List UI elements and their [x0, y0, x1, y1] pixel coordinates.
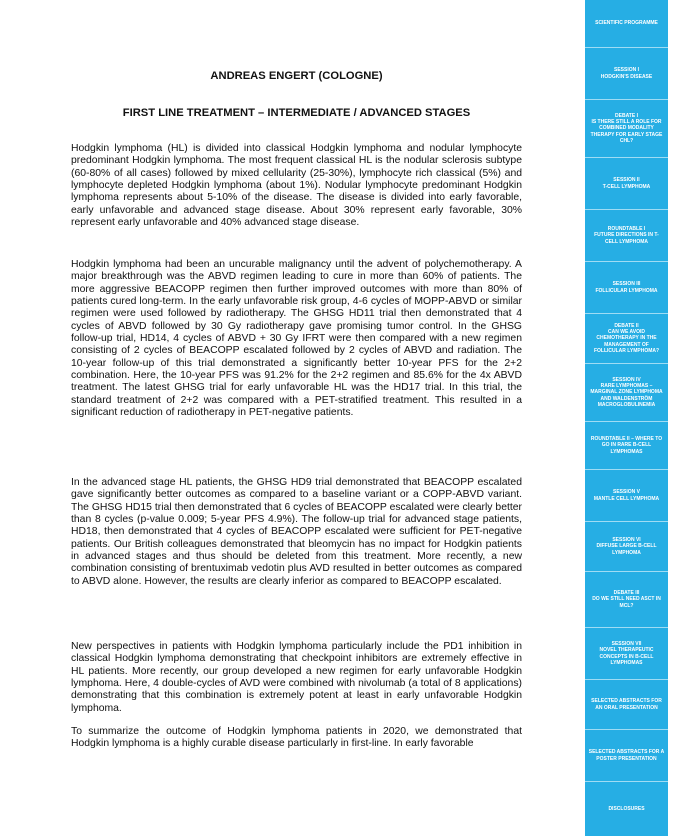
sidebar-item-poster-abstracts[interactable]: SELECTED ABSTRACTS FOR A POSTER PRESENTATION: [585, 730, 668, 782]
sidebar-item-session-6[interactable]: SESSION VI DIFFUSE LARGE B-CELL LYMPHOMA: [585, 522, 668, 572]
sidebar-item-session-1[interactable]: SESSION I HODGKIN'S DISEASE: [585, 48, 668, 100]
author-heading: ANDREAS ENGERT (COLOGNE): [210, 70, 383, 82]
programme-sidebar: [585, 0, 668, 836]
page-title: FIRST LINE TREATMENT – INTERMEDIATE / ADVANCED STAGES: [122, 107, 471, 119]
sidebar-item-roundtable-1[interactable]: ROUNDTABLE I FUTURE DIRECTIONS IN T-CELL LYMPHOMA: [585, 210, 668, 262]
paragraph-summary: To summarize the outcome of Hodgkin lymphoma patients in 2020, we demonstrated that Hodgkin lymphoma is a highly curable disease particularly in first-line. In early favorable: [71, 726, 522, 750]
sidebar-item-session-3[interactable]: SESSION III FOLLICULAR LYMPHOMA: [585, 262, 668, 314]
paragraph-advanced-stage: In the advanced stage HL patients, the GHSG HD9 trial demonstrated that BEACOPP escalated gave significantly better outcomes as compared to a baseline variant or a COPP-ABVD variant. The GHSG HD15 trial then demonstrated that 6 cycles of BEACOPP escalated were clearly better than 8 cycles (p-value 0.009; 5-year PFS 4.9%). The follow-up trial for advanced stage patients, HD18, then demonstrated that 4 cycles of BEACOPP escalated were sufficient for PET-negative patients. Our British colleagues demonstrated that bleomycin has no impact for Hodgkin patients in advanced stages and thus should be deleted from this treatment. More recently, a new combination consisting of brentuximab vedotin plus AVD resulted in better outcomes as compared to ABVD alone. However, the results are clearly inferior as compared to BEACOPP escalated.: [71, 477, 522, 587]
sidebar-item-debate-3[interactable]: DEBATE III DO WE STILL NEED ASCT IN MCL?: [585, 572, 668, 628]
sidebar-item-roundtable-2[interactable]: ROUNDTABLE II – WHERE TO GO IN RARE B-CELL LYMPHOMAS: [585, 422, 668, 470]
sidebar-item-debate-1[interactable]: DEBATE I IS THERE STILL A ROLE FOR COMBINED MODALITY THERAPY FOR EARLY STAGE CHL?: [585, 100, 668, 158]
sidebar-item-debate-2[interactable]: DEBATE II CAN WE AVOID CHEMOTHERAPY IN THE MANAGEMENT OF FOLLICULAR LYMPHOMA?: [585, 314, 668, 364]
sidebar-item-scientific-programme[interactable]: SCIENTIFIC PROGRAMME: [585, 0, 668, 48]
paragraph-intro: Hodgkin lymphoma (HL) is divided into classical Hodgkin lymphoma and nodular lymphocyte predominant Hodgkin lymphoma. The most frequent classical HL is the nodular sclerosis subtype (60-80% of all cases) followed by mixed cellularity (25-30%), lymphocyte rich classical (5%) and lymphocyte depleted Hodgkin lymphoma (about 1%). Nodular lymphocyte predominant Hodgkin lymphoma represents about 5-10% of the disease. The disease is divided into early favorable, early unfavorable and advanced stage disease. About 30% represent early favorable, 30% represent early unfavorable and 40% advanced stage disease.: [71, 143, 522, 229]
sidebar-item-session-4[interactable]: SESSION IV RARE LYMPHOMAS – MARGINAL ZONE LYMPHOMA AND WALDENSTRÖM MACROGLOBULINEMIA: [585, 364, 668, 422]
sidebar-item-disclosures[interactable]: DISCLOSURES: [608, 805, 645, 812]
sidebar-item-session-2[interactable]: SESSION II T-CELL LYMPHOMA: [585, 158, 668, 210]
sidebar-item-oral-abstracts[interactable]: SELECTED ABSTRACTS FOR AN ORAL PRESENTATION: [585, 680, 668, 730]
paragraph-early-stage: Hodgkin lymphoma had been an uncurable malignancy until the advent of polychemotherapy. A major breakthrough was the ABVD regimen leading to cure in more than 60% of patients. The more aggressive BEACOPP regimen then further improved outcomes with more than 80% of patients cured long-term. In the early unfavorable risk group, 4-6 cycles of MOPP-ABVD or similar regimen were used followed by radiotherapy. The GHSG HD11 trial then demonstrated that 4 cycles of ABVD followed by 30 Gy radiotherapy gave promising tumor control. In the GHSG follow-up trial, HD14, 4 cycles of ABVD + 30 Gy IFRT were then compared with a new regimen consisting of 2 cycles of BEACOPP escalated followed by 2 cycles of ABVD and radiation. The 10-year follow-up of this trial demonstrated a significantly better 10-year PFS for the 2+2 combination. Here, the 10-year PFS was 91.2% for the 2+2 regimen and 85.6% for the 4x ABVD treatment. The latest GHSG trial for early unfavorable HL was the HD17 trial. In this trial, the standard treatment of 2+2 was compared with a PET-stratified treatment. This resulted in a significant reduction of radiotherapy in PET-negative patients.: [71, 259, 522, 419]
sidebar-item-session-5[interactable]: SESSION V MANTLE CELL LYMPHOMA: [585, 470, 668, 522]
sidebar-item-session-7[interactable]: SESSION VII NOVEL THERAPEUTIC CONCEPTS IN B-CELL LYMPHOMAS: [585, 628, 668, 680]
paragraph-new-perspectives: New perspectives in patients with Hodgkin lymphoma particularly include the PD1 inhibition in classical Hodgkin lymphoma demonstrating that checkpoint inhibitors are extremely effective in HL patients. More recently, our group developed a new regimen for early unfavorable Hodgkin lymphoma. Here, 4 double-cycles of AVD were combined with nivolumab (a total of 8 applications) demonstrating that this combination is extremely potent at least in early unfavorable Hodgkin lymphoma.: [71, 641, 522, 714]
